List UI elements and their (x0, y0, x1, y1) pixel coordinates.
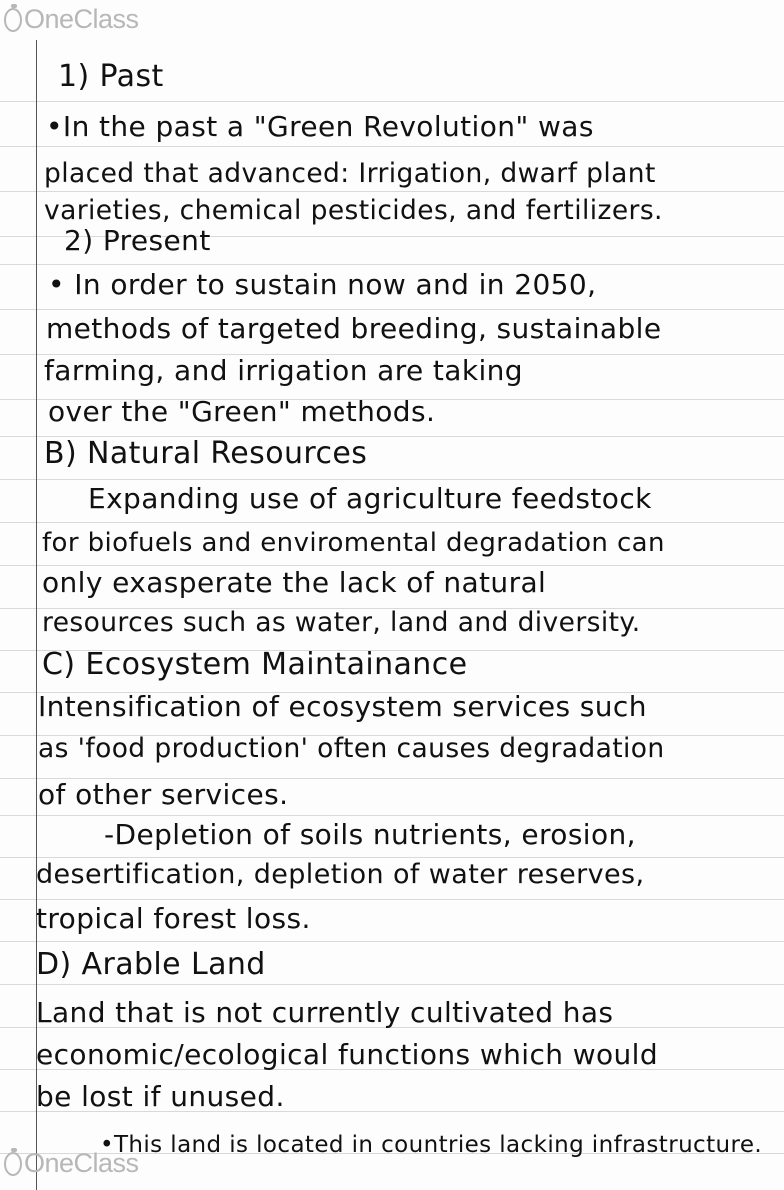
note-line: economic/ecological functions which would (36, 1038, 659, 1071)
ruled-line (0, 264, 784, 265)
ruled-line (0, 941, 784, 942)
note-line: Expanding use of agriculture feedstock (88, 482, 652, 515)
note-line: •In the past a "Green Revolution" was (46, 110, 594, 143)
note-line: methods of targeted breeding, sustainable (46, 312, 662, 345)
note-line: be lost if unused. (36, 1080, 285, 1113)
note-line: only exasperate the lack of natural (42, 566, 547, 599)
note-line: for biofuels and enviromental degradation can (42, 528, 665, 558)
note-line: • In order to sustain now and in 2050, (48, 268, 597, 301)
note-line: desertification, depletion of water reserves, (36, 859, 645, 890)
oneclass-acorn-icon (4, 8, 22, 32)
oneclass-logo-text: OneClass (24, 1148, 139, 1178)
oneclass-acorn-icon (4, 1152, 22, 1176)
oneclass-logo-top (4, 4, 139, 35)
heading-present: 2) Present (64, 224, 211, 257)
note-line: tropical forest loss. (36, 902, 311, 935)
note-line: over the "Green" methods. (48, 395, 436, 428)
note-line: Intensification of ecosystem services such (38, 690, 647, 723)
heading-arable-land: D) Arable Land (36, 947, 266, 982)
note-line: •This land is located in countries lacking infrastructure. (100, 1132, 763, 1158)
ruled-line (0, 522, 784, 523)
note-line: as 'food production' often causes degradation (38, 733, 665, 764)
note-line: placed that advanced: Irrigation, dwarf plant (44, 158, 656, 189)
ruled-line (0, 146, 784, 147)
ruled-line (0, 984, 784, 985)
note-line: of other services. (38, 778, 289, 811)
oneclass-logo-text: OneClass (24, 4, 139, 34)
note-line: -Depletion of soils nutrients, erosion, (104, 818, 636, 851)
ruled-line (0, 101, 784, 102)
note-line: Land that is not currently cultivated has (36, 996, 614, 1029)
note-line: varieties, chemical pesticides, and fertilizers. (44, 195, 663, 226)
heading-natural-resources: B) Natural Resources (44, 436, 368, 471)
note-line: resources such as water, land and diversity. (42, 607, 641, 638)
heading-past: 1) Past (58, 59, 164, 94)
heading-ecosystem-maintainance: C) Ecosystem Maintainance (42, 647, 468, 682)
note-line: farming, and irrigation are taking (44, 354, 523, 387)
oneclass-logo-bottom (4, 1148, 139, 1179)
